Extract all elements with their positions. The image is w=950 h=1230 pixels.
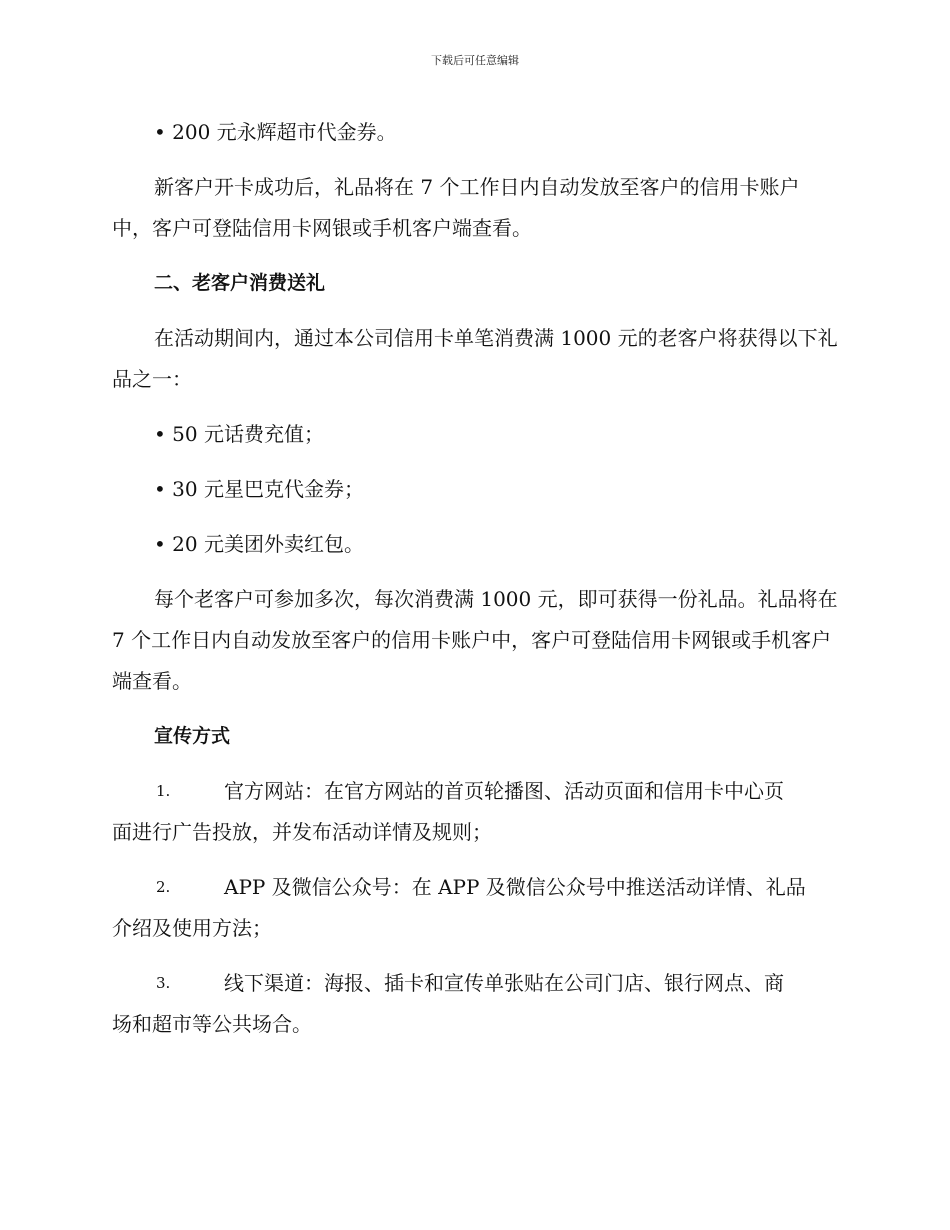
paragraph-old-customer-rules: 每个老客户可参加多次，每次消费满 1000 元，即可获得一份礼品。礼品将在 7 个工作日内自动发放至客户的信用卡账户中，客户可登陆信用卡网银或手机客户端查看。 bbox=[112, 587, 838, 693]
bullet-starbucks-voucher: • 30 元星巴克代金券； bbox=[154, 477, 364, 501]
paragraph-new-customer-delivery: 新客户开卡成功后，礼品将在 7 个工作日内自动发放至客户的信用卡账户中，客户可登陆信用卡网银或手机客户端查看。 bbox=[112, 175, 800, 240]
list-number: 1. bbox=[156, 782, 171, 800]
promotion-item-website bbox=[112, 771, 838, 853]
section-heading-old-customer: 二、老客户消费送礼 bbox=[154, 272, 326, 294]
list-item-continuation: 介绍及使用方法； bbox=[112, 916, 272, 940]
list-item-first-line: 官方网站：在官方网站的首页轮播图、活动页面和信用卡中心页 bbox=[224, 779, 784, 803]
section-heading-promotion: 宣传方式 bbox=[154, 725, 231, 747]
promotion-item-offline bbox=[112, 963, 838, 1045]
list-item-continuation: 场和超市等公共场合。 bbox=[112, 1012, 312, 1036]
bullet-phone-credit: • 50 元话费充值； bbox=[154, 422, 324, 446]
list-item-continuation: 面进行广告投放，并发布活动详情及规则； bbox=[112, 820, 492, 844]
list-item-first-line: APP 及微信公众号：在 APP 及微信公众号中推送活动详情、礼品 bbox=[224, 875, 806, 899]
paragraph-old-customer-intro: 在活动期间内，通过本公司信用卡单笔消费满 1000 元的老客户将获得以下礼品之一： bbox=[112, 326, 838, 391]
promotion-item-app-wechat bbox=[112, 867, 838, 949]
list-item-first-line: 线下渠道：海报、插卡和宣传单张贴在公司门店、银行网点、商 bbox=[224, 971, 784, 995]
page-header: 下载后可任意编辑 bbox=[431, 54, 519, 67]
bullet-meituan-coupon: • 20 元美团外卖红包。 bbox=[154, 532, 364, 556]
bullet-supermarket-voucher: • 200 元永辉超市代金券。 bbox=[154, 120, 397, 144]
list-number: 3. bbox=[156, 974, 171, 992]
document-body bbox=[112, 112, 838, 1059]
list-number: 2. bbox=[156, 878, 171, 896]
